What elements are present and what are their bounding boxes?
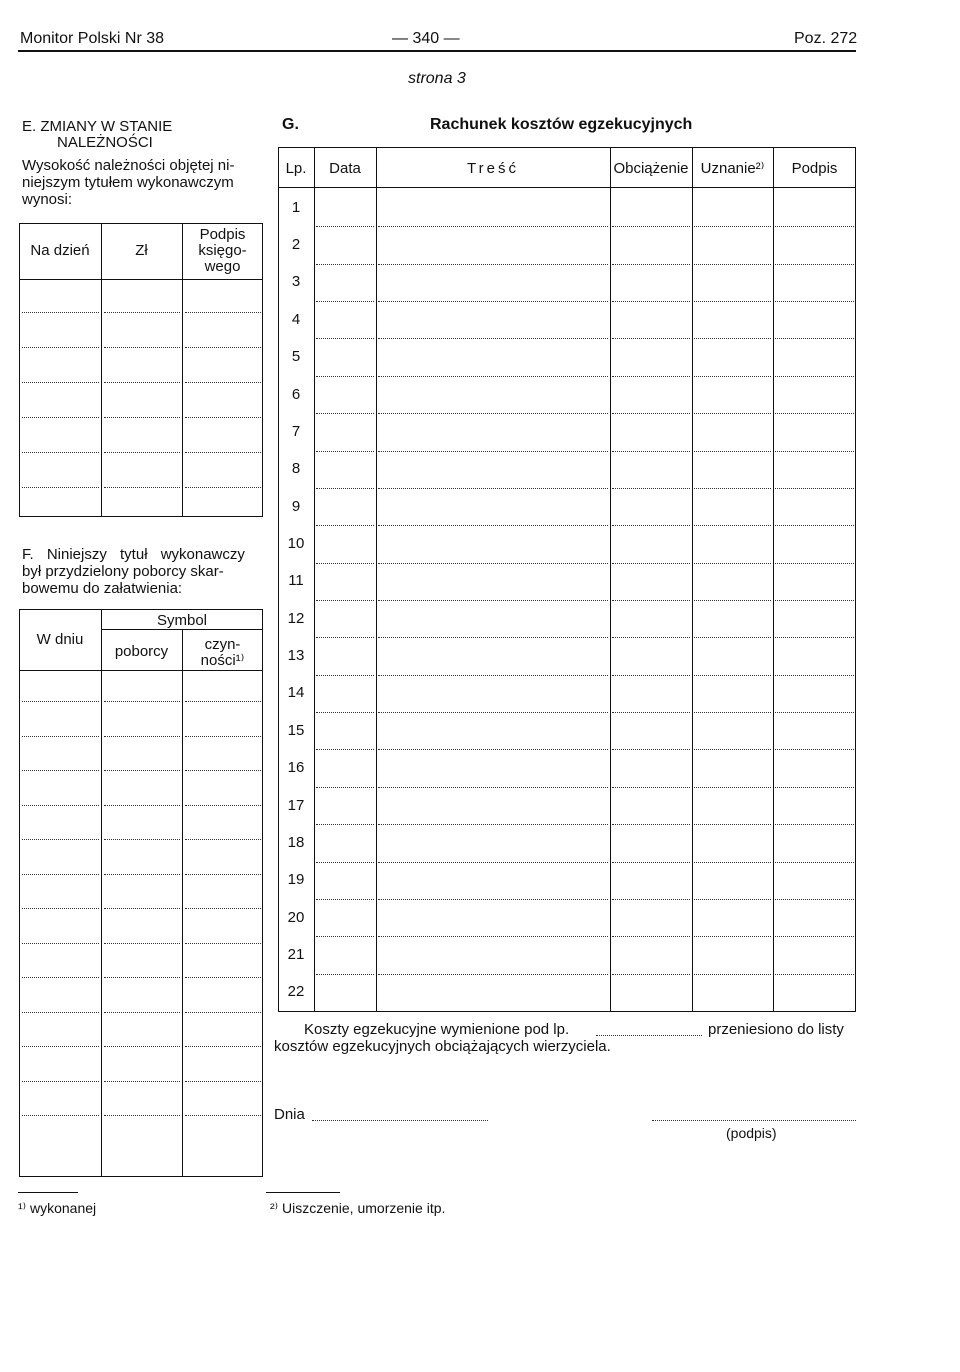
- table-g-dotted-line: [316, 376, 374, 377]
- table-g-dotted-line: [612, 899, 690, 900]
- table-g-head-obciazenie: Obciążenie: [613, 160, 689, 177]
- table-g-dotted-line: [694, 712, 771, 713]
- table-f-dotted-line: [185, 1012, 261, 1013]
- costs-note-line1a: Koszty egzekucyjne wymienione pod lp.: [304, 1021, 570, 1038]
- table-g-row-number: 19: [287, 871, 305, 889]
- table-g-dotted-line: [694, 824, 771, 825]
- table-g-dotted-line: [612, 451, 690, 452]
- table-f-dotted-line: [104, 1081, 180, 1082]
- table-f-head-czynnosci-b: ności¹⁾: [200, 652, 245, 669]
- table-g-row-number: 11: [288, 572, 304, 590]
- table-g-dotted-line: [378, 488, 608, 489]
- table-g-dotted-line: [316, 525, 374, 526]
- table-g-row-number: 9: [291, 497, 301, 515]
- table-g-dotted-line: [612, 862, 690, 863]
- table-g-dotted-line: [612, 749, 690, 750]
- table-g-dotted-line: [612, 600, 690, 601]
- table-g-dotted-line: [316, 226, 374, 227]
- table-f: [19, 609, 263, 1177]
- table-g-row-number: 8: [291, 460, 301, 478]
- table-g-dotted-line: [694, 413, 771, 414]
- section-e-desc-3: wynosi:: [22, 191, 73, 208]
- table-f-dotted-line: [22, 943, 99, 944]
- table-g-dotted-line: [775, 264, 854, 265]
- table-g-dotted-line: [378, 525, 608, 526]
- table-g-dotted-line: [378, 936, 608, 937]
- table-g-head-data: Data: [329, 160, 361, 177]
- table-f-dotted-line: [185, 1081, 261, 1082]
- footnote-2: ²⁾ Uiszczenie, umorzenie itp.: [270, 1200, 446, 1216]
- table-e-dotted-line: [185, 487, 261, 488]
- table-g-col-5: [773, 147, 774, 1012]
- table-g-dotted-line: [316, 862, 374, 863]
- table-f-dotted-line: [104, 736, 180, 737]
- table-f-head-czynnosci-a: czyn-: [204, 636, 241, 653]
- table-g-col-3: [610, 147, 611, 1012]
- table-g-dotted-line: [612, 413, 690, 414]
- table-f-dotted-line: [104, 977, 180, 978]
- table-g-dotted-line: [612, 936, 690, 937]
- table-g-dotted-line: [612, 488, 690, 489]
- table-g-dotted-line: [612, 301, 690, 302]
- table-g: [278, 147, 856, 1012]
- table-f-dotted-line: [185, 977, 261, 978]
- signature-date-dots: [312, 1120, 488, 1121]
- table-g-dotted-line: [775, 488, 854, 489]
- table-e-head-zl: Zł: [135, 242, 148, 259]
- table-g-dotted-line: [694, 226, 771, 227]
- table-f-dotted-line: [185, 874, 261, 875]
- table-g-dotted-line: [316, 488, 374, 489]
- table-g-head-tresc: Treść: [467, 160, 519, 177]
- table-g-dotted-line: [378, 376, 608, 377]
- table-g-row-number: 15: [287, 721, 305, 739]
- table-e-head-na-dzien: Na dzień: [30, 242, 90, 259]
- table-g-dotted-line: [378, 600, 608, 601]
- table-f-dotted-line: [185, 770, 261, 771]
- table-g-dotted-line: [316, 974, 374, 975]
- header-position: Poz. 272: [794, 30, 858, 47]
- table-g-dotted-line: [316, 413, 374, 414]
- table-g-row-number: 12: [287, 609, 305, 627]
- table-g-dotted-line: [775, 787, 854, 788]
- table-f-dotted-line: [104, 701, 180, 702]
- table-g-dotted-line: [316, 338, 374, 339]
- table-e-dotted-line: [185, 347, 261, 348]
- table-e-dotted-line: [104, 382, 180, 383]
- table-g-row-number: 4: [291, 310, 301, 328]
- footnote-rule-2: [266, 1192, 340, 1193]
- table-g-dotted-line: [378, 264, 608, 265]
- table-f-dotted-line: [104, 805, 180, 806]
- table-e-dotted-line: [22, 487, 99, 488]
- table-g-dotted-line: [378, 787, 608, 788]
- table-g-dotted-line: [378, 749, 608, 750]
- table-e-dotted-line: [185, 382, 261, 383]
- table-f-dotted-line: [22, 770, 99, 771]
- table-g-dotted-line: [775, 600, 854, 601]
- signature-sign-dots: [652, 1120, 856, 1121]
- table-g-dotted-line: [694, 301, 771, 302]
- table-g-row-number: 10: [287, 534, 305, 552]
- table-g-dotted-line: [775, 301, 854, 302]
- table-g-dotted-line: [316, 563, 374, 564]
- table-g-row-number: 13: [287, 647, 305, 665]
- table-g-dotted-line: [775, 862, 854, 863]
- table-e-dotted-line: [104, 417, 180, 418]
- page-label: strona 3: [408, 70, 466, 87]
- table-f-head-w-dniu: W dniu: [36, 631, 84, 648]
- table-g-dotted-line: [316, 264, 374, 265]
- table-g-dotted-line: [694, 488, 771, 489]
- footnote-rule-1: [18, 1192, 78, 1193]
- table-g-row-number: 20: [287, 908, 305, 926]
- table-g-head-lp: Lp.: [285, 160, 307, 177]
- section-e-title-1: E. ZMIANY W STANIE: [22, 118, 173, 135]
- section-f-desc-3: bowemu do załatwienia:: [22, 580, 183, 597]
- table-f-dotted-line: [185, 701, 261, 702]
- table-g-dotted-line: [378, 413, 608, 414]
- table-g-dotted-line: [612, 787, 690, 788]
- table-g-dotted-line: [694, 525, 771, 526]
- table-g-dotted-line: [694, 974, 771, 975]
- table-f-dotted-line: [185, 908, 261, 909]
- table-g-dotted-line: [694, 563, 771, 564]
- table-f-dotted-line: [185, 736, 261, 737]
- table-g-dotted-line: [694, 264, 771, 265]
- table-g-dotted-line: [775, 413, 854, 414]
- table-f-dotted-line: [185, 1115, 261, 1116]
- table-g-dotted-line: [694, 637, 771, 638]
- table-g-dotted-line: [612, 974, 690, 975]
- table-g-dotted-line: [775, 226, 854, 227]
- table-g-row-number: 14: [287, 684, 305, 702]
- table-g-row-number: 3: [291, 273, 301, 291]
- table-f-dotted-line: [185, 943, 261, 944]
- table-g-dotted-line: [694, 338, 771, 339]
- table-g-dotted-line: [316, 712, 374, 713]
- header-page-number: — 340 —: [392, 30, 460, 47]
- table-g-row-number: 5: [291, 348, 301, 366]
- table-f-dotted-line: [22, 1012, 99, 1013]
- table-g-dotted-line: [612, 226, 690, 227]
- table-g-dotted-line: [316, 600, 374, 601]
- table-e-dotted-line: [185, 312, 261, 313]
- table-e-col-1: [101, 223, 102, 517]
- table-g-dotted-line: [694, 600, 771, 601]
- table-f-dotted-line: [185, 1046, 261, 1047]
- table-f-header-line: [19, 670, 263, 671]
- costs-note-dots: [596, 1035, 702, 1036]
- table-g-row-number: 22: [287, 983, 305, 1001]
- table-g-dotted-line: [612, 675, 690, 676]
- section-g-title: Rachunek kosztów egzekucyjnych: [430, 116, 693, 133]
- table-f-dotted-line: [104, 1115, 180, 1116]
- section-f-desc-1: F. Niniejszy tytuł wykonawczy: [22, 546, 245, 563]
- table-f-col-1: [101, 609, 102, 1177]
- table-g-dotted-line: [612, 563, 690, 564]
- header-publication: Monitor Polski Nr 38: [20, 30, 165, 47]
- table-g-dotted-line: [612, 712, 690, 713]
- table-g-dotted-line: [378, 563, 608, 564]
- table-g-dotted-line: [378, 338, 608, 339]
- section-e-desc-2: niejszym tytułem wykonawczym: [22, 174, 234, 191]
- table-f-head-symbol: Symbol: [156, 612, 208, 629]
- table-g-head-podpis: Podpis: [791, 160, 838, 177]
- table-e-dotted-line: [22, 452, 99, 453]
- table-f-dotted-line: [22, 839, 99, 840]
- table-g-dotted-line: [694, 787, 771, 788]
- table-e-dotted-line: [22, 312, 99, 313]
- table-g-dotted-line: [378, 301, 608, 302]
- table-g-dotted-line: [612, 525, 690, 526]
- table-g-dotted-line: [316, 824, 374, 825]
- table-g-dotted-line: [378, 974, 608, 975]
- table-g-dotted-line: [316, 637, 374, 638]
- table-f-head-poborcy: poborcy: [114, 643, 169, 660]
- table-g-dotted-line: [316, 899, 374, 900]
- table-g-dotted-line: [775, 675, 854, 676]
- signature-podpis: (podpis): [726, 1125, 777, 1141]
- table-e-dotted-line: [104, 452, 180, 453]
- table-e-dotted-line: [22, 347, 99, 348]
- table-e-dotted-line: [104, 312, 180, 313]
- table-g-row-number: 18: [287, 833, 305, 851]
- section-e-desc-1: Wysokość należności objętej ni-: [22, 157, 235, 174]
- table-f-dotted-line: [104, 1046, 180, 1047]
- costs-note-line1b: przeniesiono do listy: [708, 1021, 844, 1038]
- table-g-dotted-line: [316, 787, 374, 788]
- table-f-dotted-line: [22, 736, 99, 737]
- table-g-dotted-line: [694, 749, 771, 750]
- table-f-dotted-line: [185, 839, 261, 840]
- table-f-dotted-line: [22, 874, 99, 875]
- table-g-dotted-line: [378, 675, 608, 676]
- table-g-dotted-line: [378, 899, 608, 900]
- table-g-row-number: 1: [291, 198, 301, 216]
- table-g-col-1: [314, 147, 315, 1012]
- table-e-dotted-line: [22, 382, 99, 383]
- table-g-row-number: 6: [291, 385, 301, 403]
- table-g-dotted-line: [775, 637, 854, 638]
- table-e-dotted-line: [22, 417, 99, 418]
- table-g-row-number: 16: [287, 759, 305, 777]
- table-f-dotted-line: [22, 908, 99, 909]
- table-f-dotted-line: [104, 874, 180, 875]
- table-g-dotted-line: [316, 749, 374, 750]
- table-g-row-number: 7: [291, 422, 301, 440]
- table-g-dotted-line: [775, 936, 854, 937]
- table-g-dotted-line: [612, 338, 690, 339]
- header-rule: [18, 50, 856, 52]
- table-f-dotted-line: [22, 1115, 99, 1116]
- table-g-dotted-line: [775, 974, 854, 975]
- footnote-1: ¹⁾ wykonanej: [18, 1200, 97, 1216]
- table-g-dotted-line: [775, 899, 854, 900]
- table-g-dotted-line: [694, 451, 771, 452]
- table-g-dotted-line: [316, 936, 374, 937]
- table-g-dotted-line: [775, 749, 854, 750]
- table-g-row-number: 21: [287, 945, 305, 963]
- table-f-dotted-line: [104, 1012, 180, 1013]
- table-g-dotted-line: [316, 301, 374, 302]
- table-g-row-number: 17: [287, 796, 305, 814]
- table-g-col-4: [692, 147, 693, 1012]
- table-g-dotted-line: [378, 712, 608, 713]
- table-f-dotted-line: [104, 908, 180, 909]
- table-g-dotted-line: [775, 376, 854, 377]
- table-g-dotted-line: [775, 525, 854, 526]
- table-g-dotted-line: [612, 637, 690, 638]
- table-f-dotted-line: [104, 770, 180, 771]
- table-g-dotted-line: [694, 675, 771, 676]
- table-g-dotted-line: [378, 824, 608, 825]
- table-e-dotted-line: [104, 487, 180, 488]
- table-g-dotted-line: [316, 451, 374, 452]
- table-e-header-line: [19, 279, 263, 280]
- table-e-head-podpis: Podpis księgo- wego: [198, 226, 247, 275]
- table-g-dotted-line: [775, 712, 854, 713]
- table-g-dotted-line: [694, 862, 771, 863]
- table-g-dotted-line: [378, 451, 608, 452]
- table-g-dotted-line: [612, 376, 690, 377]
- table-g-dotted-line: [694, 376, 771, 377]
- table-f-dotted-line: [22, 1081, 99, 1082]
- table-g-dotted-line: [612, 264, 690, 265]
- section-f-desc-2: był przydzielony poborcy skar-: [22, 563, 224, 580]
- costs-note-line2: kosztów egzekucyjnych obciążających wierzyciela.: [274, 1038, 611, 1055]
- section-e-title-2: NALEŻNOŚCI: [57, 134, 153, 151]
- table-e-dotted-line: [185, 452, 261, 453]
- table-f-col-2: [182, 629, 183, 1177]
- table-g-dotted-line: [775, 451, 854, 452]
- table-f-dotted-line: [22, 701, 99, 702]
- table-f-dotted-line: [22, 977, 99, 978]
- table-g-header-line: [278, 187, 856, 188]
- table-g-dotted-line: [775, 338, 854, 339]
- table-g-head-uznanie: Uznanie²⁾: [700, 160, 765, 177]
- table-f-dotted-line: [22, 805, 99, 806]
- table-g-dotted-line: [694, 936, 771, 937]
- table-g-dotted-line: [775, 563, 854, 564]
- table-g-dotted-line: [378, 637, 608, 638]
- table-g-dotted-line: [316, 675, 374, 676]
- table-e-dotted-line: [104, 347, 180, 348]
- table-f-dotted-line: [185, 805, 261, 806]
- table-e-dotted-line: [185, 417, 261, 418]
- signature-dnia: Dnia: [274, 1106, 305, 1123]
- table-f-dotted-line: [104, 839, 180, 840]
- section-g-letter: G.: [282, 116, 299, 133]
- table-g-col-2: [376, 147, 377, 1012]
- table-g-dotted-line: [775, 824, 854, 825]
- table-g-dotted-line: [694, 899, 771, 900]
- table-g-dotted-line: [378, 862, 608, 863]
- table-f-dotted-line: [104, 943, 180, 944]
- table-g-row-number: 2: [291, 236, 301, 254]
- table-g-dotted-line: [612, 824, 690, 825]
- table-f-dotted-line: [22, 1046, 99, 1047]
- table-g-dotted-line: [378, 226, 608, 227]
